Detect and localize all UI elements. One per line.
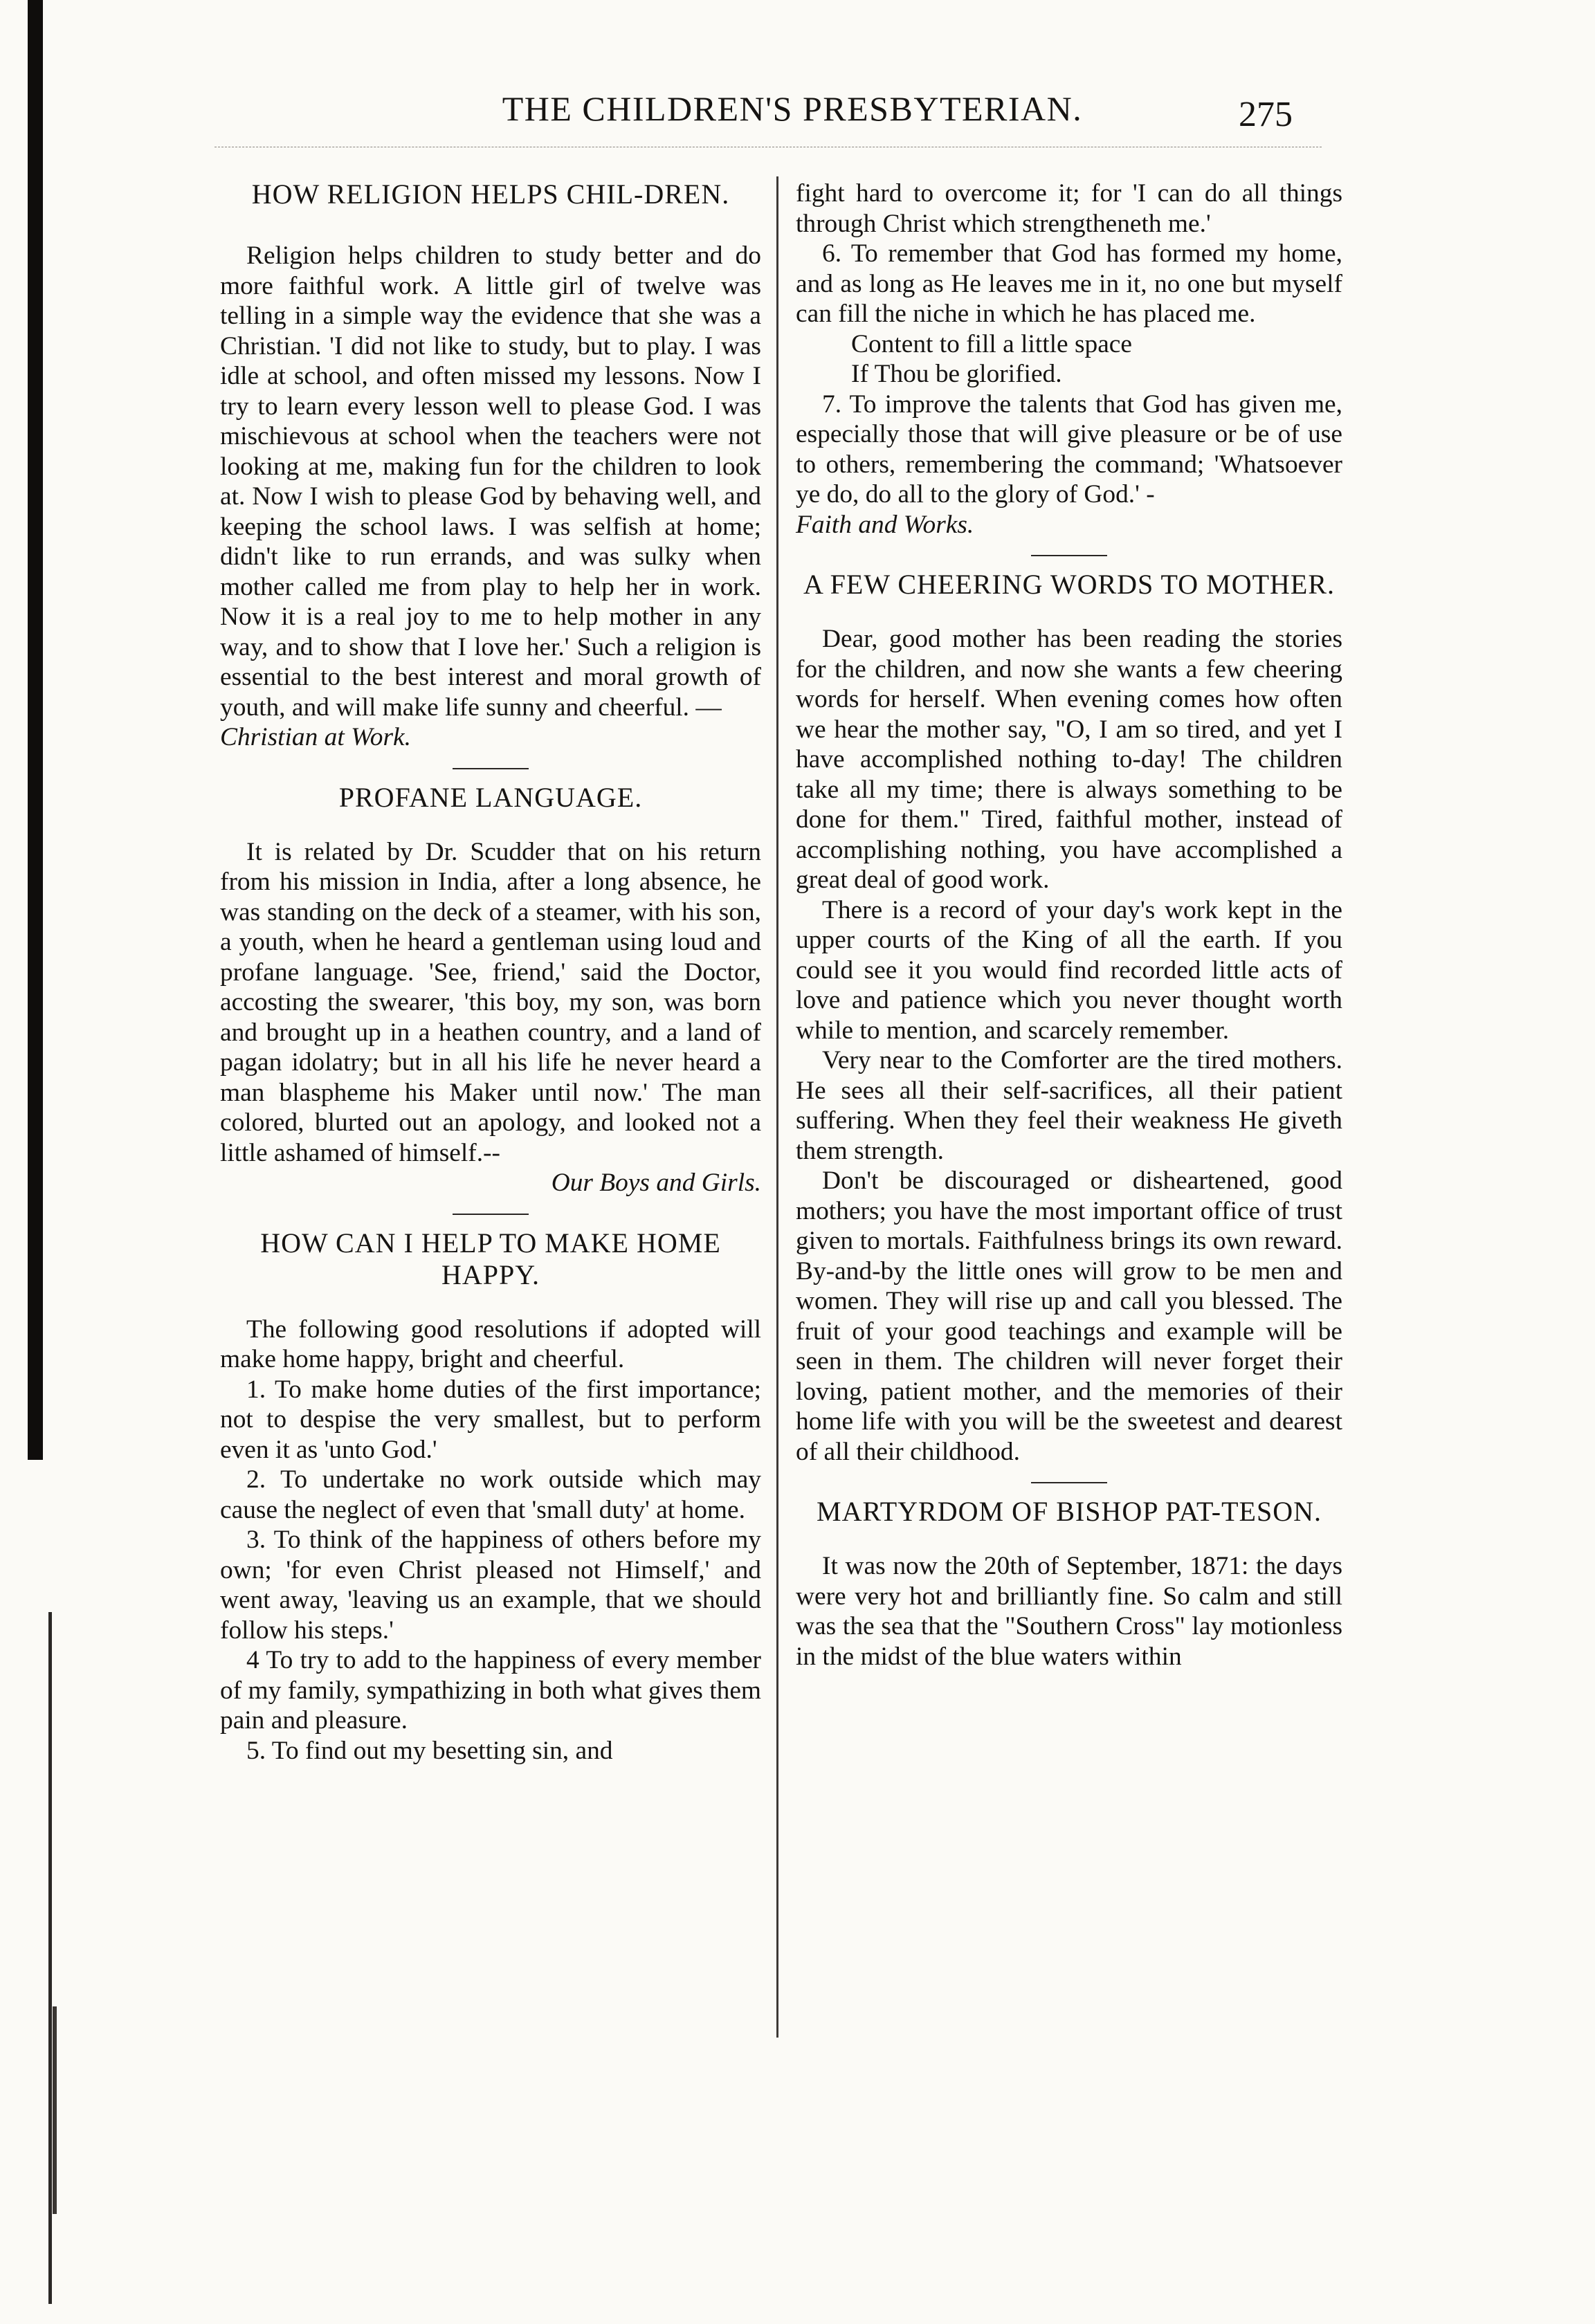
martyrdom-paragraph-1: It was now the 20th of September, 1871: the days were very hot and brilliantly fine. So calm and still was the sea that the "Southern Cross" lay motionless in the midst of the blue waters within xyxy=(796,1552,1342,1671)
resolution-2: 2. To undertake no work outside which may cause the neglect of even that 'small duty' at home. xyxy=(220,1465,761,1524)
mother-paragraph-2: There is a record of your day's work kept in the upper courts of the King of all the earth. If you could see it you would find recorded little acts of love and patience which you never thought worth while to mention, and scarcely remember. xyxy=(796,895,1342,1045)
article-body-religion: Religion helps children to study better and do more faithful work. A little girl of twelve was telling in a simple way the evidence that she was a Christian. 'I did not like to study, but to play. I was idle at school, and often missed my lessons. Now I try to learn every lesson well to please God. I was mischievous at school when the teachers were not looking at me, making fun for the children to look at. Now I wish to please God by behaving well, and keeping the school laws. I was selfish at home; didn't like to run errands, and was sulky when mother called me from play to help her in work. Now it is a real joy to me to help mother in any way, and to show that I love her.' Such a religion is essential to the best interest and moral growth of youth, and will make life sunny and cheerful. — xyxy=(220,241,761,722)
verse-line-1: Content to fill a little space xyxy=(851,329,1133,358)
page-edge-shadow xyxy=(28,0,43,1460)
page-edge-shadow-lower xyxy=(48,1612,52,2304)
left-column xyxy=(220,179,761,1766)
resolution-6: 6. To remember that God has formed my home, and as long as He leaves me in it, no one but myself can fill the niche in which he has placed me. xyxy=(796,239,1342,328)
article-title-home-happy: HOW CAN I HELP TO MAKE HOME HAPPY. xyxy=(260,1227,721,1290)
article-title-profane: PROFANE LANGUAGE. xyxy=(338,781,643,813)
article-title-martyrdom: MARTYRDOM OF BISHOP PAT-TESON. xyxy=(817,1496,1322,1527)
home-happy-intro: The following good resolutions if adopted will make home happy, bright and cheerful. xyxy=(220,1315,761,1373)
mother-paragraph-4: Don't be discouraged or disheartened, good mothers; you have the most important office of trust given to mortals. Faithfulness brings its own reward. By-and-by the little ones will grow to be men and women. They will rise up and call you blessed. The fruit of your good teachings and example will be seen in them. The children will never forget their loving, patient mother, and the memories of their home life with you will be the sweetest and dearest of all their childhood. xyxy=(796,1166,1342,1466)
article-source-religion: Christian at Work. xyxy=(220,723,411,751)
article-source-home-happy: Faith and Works. xyxy=(796,510,974,539)
resolution-4: 4 To try to add to the happiness of every member of my family, sympathizing in both what gives them pain and pleasure. xyxy=(220,1646,761,1735)
running-head xyxy=(0,89,1595,144)
column-divider xyxy=(776,176,778,2038)
section-rule xyxy=(453,768,529,769)
mother-paragraph-1: Dear, good mother has been reading the stories for the children, and now she wants a few cheering words for herself. When evening comes how often we hear the mother say, "O, I am so tired, and yet I have accomplished nothing to-day! The children take all my time; there is always something to be done for them." Tired, faithful mother, instead of accomplishing nothing, you have accomplished a great deal of good work. xyxy=(796,625,1342,894)
article-title-mother: A FEW CHEERING WORDS TO MOTHER. xyxy=(803,569,1336,600)
mother-paragraph-3: Very near to the Comforter are the tired mothers. He sees all their self-sacrifices, all their patient suffering. When they feel their weakness He giveth them strength. xyxy=(796,1046,1342,1165)
article-title-religion: HOW RELIGION HELPS CHIL-DREN. xyxy=(251,179,730,210)
section-rule xyxy=(453,1214,529,1215)
article-body-profane: It is related by Dr. Scudder that on his return from his mission in India, after a long absence, he was standing on the deck of a steamer, with his son, a youth, when he heard a gentleman using loud and profane language. 'See, friend,' said the Doctor, accosting the swearer, 'this boy, my son, was born and brought up in a heathen country, and a land of pagan idolatry; but in all his life he never heard a man blaspheme his Maker until now.' The man colored, blurted out an apology, and looked not a little ashamed of himself.-- xyxy=(220,837,761,1167)
resolution-5: 5. To find out my besetting sin, and xyxy=(246,1736,613,1765)
resolution-5-continued: fight hard to overcome it; for 'I can do all things through Christ which strengtheneth me.' xyxy=(796,179,1342,238)
resolution-3: 3. To think of the happiness of others before my own; 'for even Christ pleased not Himself,' and went away, 'leaving us an example, that we should follow his steps.' xyxy=(220,1526,761,1645)
running-title: THE CHILDREN'S PRESBYTERIAN. xyxy=(502,89,1083,128)
page-number: 275 xyxy=(1239,95,1293,134)
resolution-7: 7. To improve the talents that God has given me, especially those that will give pleasure or be of use to others, remembering the command; 'Whatsoever ye do, do all to the glory of God.' - xyxy=(796,390,1342,509)
right-column xyxy=(796,179,1342,1672)
resolution-1: 1. To make home duties of the first importance; not to despise the very smallest, but to perform even it as 'unto God.' xyxy=(220,1375,761,1464)
verse-line-2: If Thou be glorified. xyxy=(851,360,1062,388)
article-source-profane: Our Boys and Girls. xyxy=(551,1169,761,1197)
section-rule xyxy=(1031,555,1107,556)
section-rule xyxy=(1031,1482,1107,1483)
page-edge-mark xyxy=(53,2006,57,2214)
